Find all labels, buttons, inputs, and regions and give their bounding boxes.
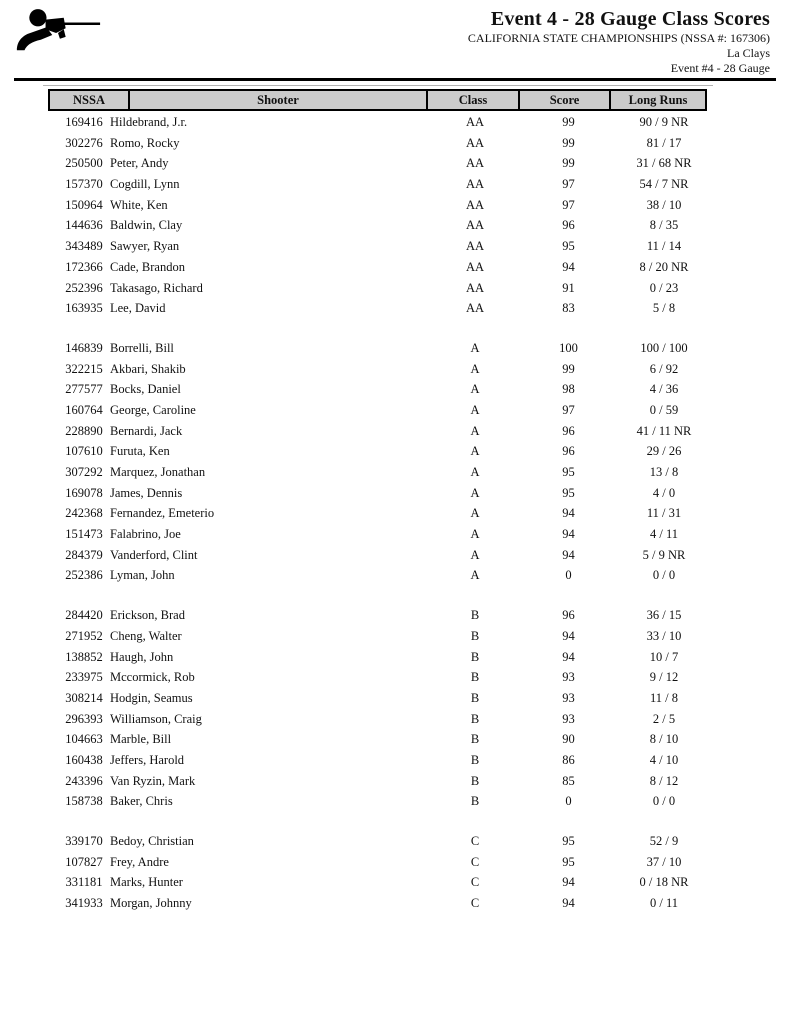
score-row: [48, 279, 713, 300]
class-cell: AA: [465, 197, 485, 212]
nssa-cell: 163935: [65, 301, 103, 316]
score-row: [48, 566, 713, 587]
header-cell-shooter: Shooter: [128, 89, 428, 111]
class-cell: A: [470, 361, 480, 376]
class-cell: B: [470, 711, 480, 726]
table-header-row: [48, 89, 713, 111]
long-runs-cell: 0 / 59: [649, 402, 679, 417]
score-row: [48, 134, 713, 155]
score-cell: 95: [562, 239, 575, 254]
nssa-cell: 158738: [65, 794, 103, 809]
long-runs-cell: 36 / 15: [646, 608, 682, 623]
nssa-cell: 243396: [65, 773, 103, 788]
class-cell: AA: [465, 135, 485, 150]
score-cell: 0: [565, 794, 572, 809]
header-rule-thick: [14, 78, 776, 81]
score-cell: 90: [562, 732, 575, 747]
long-runs-cell: 5 / 8: [652, 301, 676, 316]
score-cell: 94: [562, 628, 575, 643]
long-runs-cell: 33 / 10: [646, 628, 682, 643]
nssa-cell: 146839: [65, 340, 103, 355]
long-runs-cell: 4 / 0: [652, 485, 676, 500]
nssa-cell: 157370: [65, 177, 103, 192]
section-gap: [48, 320, 713, 339]
shooter-cell: Erickson, Brad: [110, 608, 185, 623]
shooter-cell: Baker, Chris: [110, 794, 173, 809]
long-runs-cell: 8 / 12: [649, 773, 679, 788]
score-cell: 96: [562, 218, 575, 233]
long-runs-cell: 10 / 7: [649, 649, 679, 664]
nssa-cell: 233975: [65, 670, 103, 685]
long-runs-cell: 5 / 9 NR: [642, 547, 686, 562]
class-cell: A: [470, 382, 480, 397]
score-row: [48, 894, 713, 915]
long-runs-cell: 11 / 8: [649, 690, 678, 705]
score-cell: 94: [562, 547, 575, 562]
class-cell: B: [470, 794, 480, 809]
class-cell: B: [470, 732, 480, 747]
class-cell: B: [470, 649, 480, 664]
score-cell: 93: [562, 690, 575, 705]
nssa-cell: 107610: [65, 444, 103, 459]
score-cell: 95: [562, 854, 575, 869]
nssa-cell: 144636: [65, 218, 103, 233]
score-row: [48, 380, 713, 401]
nssa-cell: 252386: [65, 568, 103, 583]
class-cell: B: [470, 752, 480, 767]
score-cell: 96: [562, 608, 575, 623]
score-cell: 94: [562, 875, 575, 890]
score-cell: 94: [562, 259, 575, 274]
nssa-cell: 296393: [65, 711, 103, 726]
section-gap: [48, 813, 713, 832]
header-cell-class: Class: [426, 89, 520, 111]
nssa-cell: 160764: [65, 402, 103, 417]
score-row: [48, 792, 713, 813]
class-cell: A: [470, 527, 480, 542]
score-row: [48, 751, 713, 772]
class-cell: A: [470, 568, 480, 583]
class-section-aa: [48, 113, 713, 320]
score-row: [48, 401, 713, 422]
shooter-cell: Frey, Andre: [110, 854, 169, 869]
long-runs-cell: 54 / 7 NR: [639, 177, 689, 192]
long-runs-cell: 0 / 18 NR: [639, 875, 689, 890]
championship-subtitle: CALIFORNIA STATE CHAMPIONSHIPS (NSSA #: 167306): [467, 31, 770, 45]
nssa-cell: 284420: [65, 608, 103, 623]
class-cell: AA: [465, 280, 485, 295]
class-cell: A: [470, 423, 480, 438]
shooter-cell: Sawyer, Ryan: [110, 239, 180, 254]
nssa-cell: 308214: [65, 690, 103, 705]
long-runs-cell: 0 / 0: [652, 568, 676, 583]
shooter-cell: Hodgin, Seamus: [110, 690, 193, 705]
class-cell: A: [470, 340, 480, 355]
score-row: [48, 689, 713, 710]
shooter-cell: George, Caroline: [110, 402, 196, 417]
shooter-cell: Bedoy, Christian: [110, 834, 194, 848]
score-cell: 85: [562, 773, 575, 788]
score-row: [48, 196, 713, 217]
class-cell: A: [470, 506, 480, 521]
long-runs-cell: 4 / 36: [649, 382, 679, 397]
long-runs-cell: 37 / 10: [646, 854, 682, 869]
score-cell: 94: [562, 896, 575, 911]
long-runs-cell: 2 / 5: [652, 711, 676, 726]
document-header: [0, 0, 791, 78]
class-cell: A: [470, 465, 480, 479]
long-runs-cell: 6 / 92: [649, 361, 679, 376]
class-scores-table: [48, 89, 713, 915]
score-row: [48, 422, 713, 443]
class-cell: B: [470, 670, 480, 685]
long-runs-cell: 0 / 11: [649, 896, 678, 911]
score-row: [48, 772, 713, 793]
score-row: [48, 730, 713, 751]
nssa-cell: 331181: [65, 875, 103, 890]
nssa-cell: 302276: [65, 135, 103, 150]
long-runs-cell: 0 / 0: [652, 794, 676, 809]
score-row: [48, 606, 713, 627]
shooter-cell: Mccormick, Rob: [110, 670, 195, 685]
score-row: [48, 546, 713, 567]
class-cell: AA: [465, 239, 485, 254]
score-row: [48, 154, 713, 175]
header-cell-nssa: NSSA: [48, 89, 130, 111]
nssa-cell: 151473: [65, 527, 103, 542]
long-runs-cell: 8 / 10: [649, 732, 679, 747]
long-runs-cell: 90 / 9 NR: [639, 115, 689, 129]
shooter-cell: Cogdill, Lynn: [110, 177, 180, 192]
shooter-cell: Bocks, Daniel: [110, 382, 181, 397]
class-cell: AA: [465, 259, 485, 274]
score-cell: 94: [562, 506, 575, 521]
score-cell: 100: [559, 340, 578, 355]
score-row: [48, 339, 713, 360]
score-cell: 95: [562, 834, 575, 848]
score-cell: 95: [562, 465, 575, 479]
long-runs-cell: 4 / 10: [649, 752, 679, 767]
score-row: [48, 360, 713, 381]
long-runs-cell: 41 / 11 NR: [636, 423, 692, 438]
score-cell: 94: [562, 649, 575, 664]
score-row: [48, 668, 713, 689]
shooter-cell: Lee, David: [110, 301, 166, 316]
nssa-cell: 138852: [65, 649, 103, 664]
shooter-cell: Furuta, Ken: [110, 444, 170, 459]
nssa-cell: 160438: [65, 752, 103, 767]
club-name: La Clays: [727, 45, 770, 60]
score-row: [48, 237, 713, 258]
score-cell: 97: [562, 402, 575, 417]
score-cell: 0: [565, 568, 572, 583]
nssa-cell: 169416: [65, 115, 103, 129]
score-row: [48, 648, 713, 669]
class-cell: B: [470, 628, 480, 643]
shooter-cell: Marquez, Jonathan: [110, 465, 206, 479]
class-cell: B: [470, 690, 480, 705]
class-cell: A: [470, 402, 480, 417]
nssa-cell: 343489: [65, 239, 103, 254]
class-cell: AA: [465, 301, 485, 316]
score-cell: 86: [562, 752, 575, 767]
class-cell: C: [470, 875, 480, 890]
shooter-cell: Akbari, Shakib: [110, 361, 186, 376]
score-cell: 99: [562, 115, 575, 129]
shooter-cell: Peter, Andy: [110, 156, 169, 171]
class-cell: B: [470, 773, 480, 788]
score-cell: 99: [562, 361, 575, 376]
score-cell: 93: [562, 670, 575, 685]
class-cell: AA: [465, 177, 485, 192]
class-section-b: [48, 606, 713, 813]
event-line: Event #4 - 28 Gauge: [670, 60, 770, 75]
score-row: [48, 504, 713, 525]
class-section-c: [48, 832, 713, 915]
score-cell: 93: [562, 711, 575, 726]
shooter-cell: James, Dennis: [110, 485, 183, 500]
shooter-cell: Falabrino, Joe: [110, 527, 181, 542]
shooter-cell: Romo, Rocky: [110, 135, 180, 150]
shooter-cell: Jeffers, Harold: [110, 752, 185, 767]
shooter-cell: Fernandez, Emeterio: [110, 506, 215, 521]
long-runs-cell: 52 / 9: [649, 834, 679, 848]
class-cell: C: [470, 896, 480, 911]
score-row: [48, 873, 713, 894]
long-runs-cell: 8 / 20 NR: [639, 259, 689, 274]
skeet-shooter-icon: [14, 6, 102, 62]
class-cell: A: [470, 547, 480, 562]
class-cell: C: [470, 854, 480, 869]
score-row: [48, 525, 713, 546]
long-runs-cell: 4 / 11: [649, 527, 678, 542]
shooter-cell: Baldwin, Clay: [110, 218, 183, 233]
nssa-cell: 307292: [65, 465, 103, 479]
nssa-cell: 169078: [65, 485, 103, 500]
score-row: [48, 299, 713, 320]
score-row: [48, 853, 713, 874]
nssa-cell: 284379: [65, 547, 103, 562]
class-cell: A: [470, 485, 480, 500]
shooter-cell: Hildebrand, J.r.: [110, 115, 188, 129]
nssa-cell: 277577: [65, 382, 103, 397]
nssa-cell: 339170: [65, 834, 103, 848]
class-cell: AA: [465, 156, 485, 171]
score-row: [48, 216, 713, 237]
nssa-cell: 228890: [65, 423, 103, 438]
long-runs-cell: 100 / 100: [640, 340, 688, 355]
class-cell: A: [470, 444, 480, 459]
shooter-cell: Morgan, Johnny: [110, 896, 192, 911]
score-row: [48, 710, 713, 731]
nssa-cell: 104663: [65, 732, 103, 747]
shooter-cell: Haugh, John: [110, 649, 174, 664]
score-row: [48, 442, 713, 463]
nssa-cell: 150964: [65, 197, 103, 212]
long-runs-cell: 81 / 17: [646, 135, 682, 150]
shooter-cell: Cheng, Walter: [110, 628, 182, 643]
score-cell: 98: [562, 382, 575, 397]
score-cell: 96: [562, 444, 575, 459]
score-cell: 99: [562, 135, 575, 150]
class-cell: AA: [465, 115, 485, 129]
nssa-cell: 341933: [65, 896, 103, 911]
score-row: [48, 463, 713, 484]
shooter-cell: Vanderford, Clint: [110, 547, 198, 562]
nssa-cell: 322215: [65, 361, 103, 376]
score-cell: 95: [562, 485, 575, 500]
score-cell: 99: [562, 156, 575, 171]
nssa-cell: 252396: [65, 280, 103, 295]
class-cell: B: [470, 608, 480, 623]
long-runs-cell: 8 / 35: [649, 218, 679, 233]
nssa-cell: 107827: [65, 854, 103, 869]
header-text-block: [120, 8, 770, 75]
shooter-cell: Williamson, Craig: [110, 711, 202, 726]
score-cell: 83: [562, 301, 575, 316]
score-row: [48, 832, 713, 853]
table-body: [48, 111, 713, 915]
nssa-cell: 242368: [65, 506, 103, 521]
score-row: [48, 258, 713, 279]
score-row: [48, 113, 713, 134]
class-cell: AA: [465, 218, 485, 233]
shooter-cell: Bernardi, Jack: [110, 423, 183, 438]
long-runs-cell: 31 / 68 NR: [636, 156, 692, 171]
header-rule-thin: [43, 85, 713, 86]
score-cell: 97: [562, 197, 575, 212]
shooter-cell: Cade, Brandon: [110, 259, 185, 274]
score-row: [48, 484, 713, 505]
long-runs-cell: 13 / 8: [649, 465, 679, 479]
nssa-cell: 172366: [65, 259, 103, 274]
nssa-cell: 250500: [65, 156, 103, 171]
shooter-cell: Van Ryzin, Mark: [110, 773, 196, 788]
long-runs-cell: 29 / 26: [646, 444, 682, 459]
class-cell: C: [470, 834, 480, 848]
shooter-cell: Borrelli, Bill: [110, 340, 174, 355]
score-row: [48, 175, 713, 196]
header-cell-score: Score: [518, 89, 611, 111]
score-cell: 94: [562, 527, 575, 542]
long-runs-cell: 9 / 12: [649, 670, 679, 685]
score-cell: 91: [562, 280, 575, 295]
shooter-cell: Takasago, Richard: [110, 280, 203, 295]
long-runs-cell: 11 / 14: [646, 239, 682, 254]
shooter-cell: Marble, Bill: [110, 732, 172, 747]
long-runs-cell: 0 / 23: [649, 280, 679, 295]
page-title: Event 4 - 28 Gauge Class Scores: [490, 8, 770, 30]
long-runs-cell: 38 / 10: [646, 197, 682, 212]
long-runs-cell: 11 / 31: [646, 506, 682, 521]
score-row: [48, 627, 713, 648]
shooter-cell: Marks, Hunter: [110, 875, 183, 890]
score-cell: 96: [562, 423, 575, 438]
score-cell: 97: [562, 177, 575, 192]
header-cell-long-runs: Long Runs: [609, 89, 707, 111]
class-section-a: [48, 339, 713, 587]
shooter-cell: Lyman, John: [110, 568, 175, 583]
nssa-cell: 271952: [65, 628, 103, 643]
shooter-cell: White, Ken: [110, 197, 168, 212]
section-gap: [48, 587, 713, 606]
